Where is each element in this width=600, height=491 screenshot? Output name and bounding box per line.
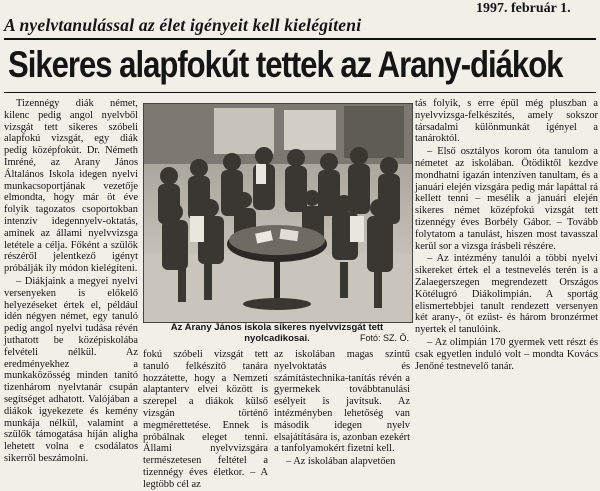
article-column-2 xyxy=(415,98,598,451)
paragraph: – Első osztályos korom óta tanulom a németet az iskolában. Ötödiktől kezdve mondhatni igazán intenzíven tanultam, és a januári elején vizsgára pedig már lapáttal rá kellett tenni – mesélik a januári elején sikeres német középfokú vizsgát tett tizennégy éves Borbély Gábor. – Tovább folytatom a tanulást, hiszen most tavasszal kerül sor a vizsga írásbeli részére. xyxy=(415,146,598,252)
paragraph: – Az olimpián 170 gyermek vett részt és csak egyetlen induló volt – mondta Kovács Jenőné testnevelő tanár. xyxy=(415,336,598,372)
headline: Sikeres alapfokút tettek az Arany-diákok xyxy=(8,44,563,85)
paragraph: Tizennégy diák német, kilenc pedig angol nyelvből vizsgát tett sikeres szóbeli alapfokú vizsgát, egy diák pedig középfokút. Dr. Németh Imréné, az Arany János Általános Iskola idegen nyelvi munkacsoportjának vezetője elmondta, hogy már öt éve folyik tagozatos csoportokban intenzív idegennyelv-oktatás, aminek az állami nyelvvizsga letétele a célja. Főként a szülők részéről jelentkező igényt próbálják ily módon kielégíteni. xyxy=(4,98,138,275)
photo-caption: Az Arany János iskola sikeres nyelvvizsgát tett nyolcadikosai. xyxy=(170,322,384,344)
paragraph: – Az intézmény tanulói a többi nyelvi sikereket értek el a testnevelés terén is a Zalaegerszegen megrendezett Országos Kötélugró Diákolimpián. A sportág elismertebbjei tanult rendezett versenyen két arany-, öt ezüst- és három bronzérmet nyertek el tanulóink. xyxy=(415,253,598,336)
kicker-line: A nyelvtanulással az élet igényeit kell kielégíteni xyxy=(4,15,362,35)
article-column-4 xyxy=(274,349,410,468)
photo-credit: Fotó: SZ. Ö. xyxy=(359,333,409,343)
paragraph: – Diákjaink a megyei nyelvi versenyeken is előkelő helyezéseket értek el, például idén négyen német, egy tanuló pedig angol nyelvi tudása révén juthatott be középiskolába felvételi nélkül. Az eredményekhez a munkaközösség minden tanító tizenhárom nyelvtanár csupán segítséget adhatott. Valójában a diákok igyekezete és kemény munkája nélkül, valamint a szülők támogatása híján aligha lehetett volna e csodálatos sikerről beszámolni. xyxy=(4,275,138,464)
class-photo xyxy=(143,103,413,323)
paragraph: fokú szóbeli vizsgát tett tanuló felkészítő tanára hozzátette, hogy a Nemzeti alaptanterv elvei között is szerepel a diákok külső vizsgán történő megmérettetése. Ennek is próbálnak eleget tenni. Állami nyelvvizsgára természetesen feltétel a tizennégy éves életkor. – A legtöbb cél az xyxy=(143,349,268,490)
paragraph: tás folyik, s erre épül még pluszban a nyelvvizsga-felkészítés, amely sokszor társadalmi különmunkát igényel a tanároktól. xyxy=(415,98,598,145)
paragraph: az iskolában magas szintű nyelvoktatás és számítástechnika-tanítás révén a gyermekek továbbtanulási esélyeit is javítsuk. Az intézményben lehetőség van második idegen nyelv elsajátítására is, azonban ezekért a tanfolyamokért fizetni kell. xyxy=(274,349,410,455)
headline-rule xyxy=(4,92,596,93)
class-photo-image xyxy=(144,104,412,322)
paragraph: – Az iskolában alapvetően xyxy=(286,456,396,468)
publication-date: 1997. február 1. xyxy=(476,1,571,16)
article-column-1 xyxy=(4,98,138,464)
article-column-3 xyxy=(143,349,268,490)
top-rule xyxy=(4,38,596,40)
